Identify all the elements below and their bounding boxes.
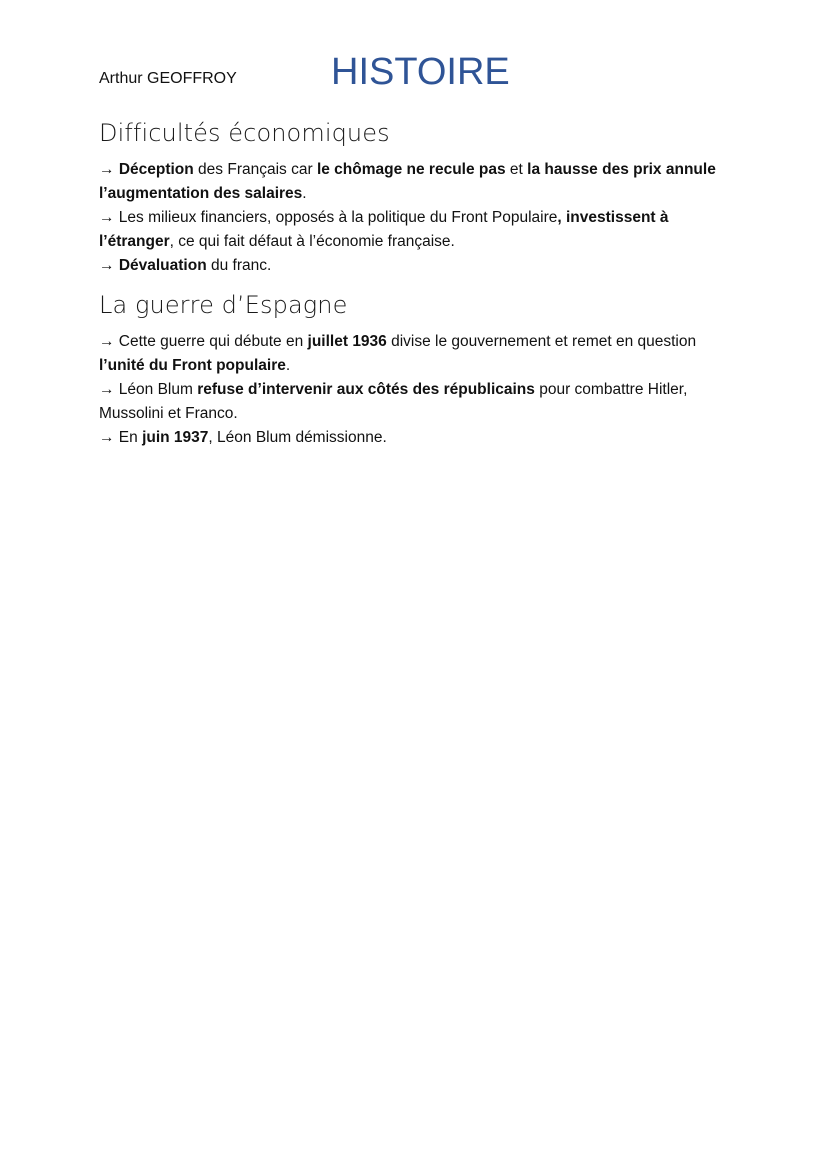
text-run: pour combattre Hitler, Mussolini et Franco. (99, 381, 688, 422)
section-spanish-war (99, 288, 739, 450)
text-run: → Cette guerre qui débute en (99, 333, 308, 350)
bold-run: refuse d’intervenir aux côtés des républicains (197, 381, 535, 398)
subject-title: HISTOIRE (331, 51, 510, 93)
bold-run: juin 1937 (142, 429, 209, 446)
text-run: . (285, 357, 291, 374)
text-run: → En (99, 429, 143, 446)
text-run: . (302, 185, 307, 202)
bold-run: juillet 1936 (307, 333, 387, 350)
document-body (99, 116, 739, 460)
section-economic-difficulties (99, 116, 739, 278)
author-name: Arthur GEOFFROY (99, 70, 237, 87)
bold-run: le chômage ne recule pas (316, 161, 506, 178)
section-title: Difficultés économiques (99, 119, 390, 147)
text-run: , ce qui fait défaut à l’économie française. (169, 233, 455, 250)
text-run: des Français car (193, 161, 317, 178)
text-run: divise le gouvernement et remet en question (386, 333, 697, 350)
paragraph-deception (99, 158, 739, 206)
text-run: , Léon Blum démissionne. (208, 429, 387, 446)
section-title: La guerre d’Espagne (99, 291, 348, 319)
bold-run: la hausse des prix annule l’augmentation des salaires (99, 161, 716, 202)
text-run: → (99, 161, 119, 178)
paragraph-financial-circles (99, 206, 739, 254)
paragraph-war-begins (99, 330, 739, 378)
bold-run: l’unité du Front populaire (99, 357, 286, 374)
bold-run: , investissent à l’étranger (99, 209, 669, 250)
bold-run: Dévaluation (118, 257, 207, 274)
paragraph-devaluation (99, 254, 739, 278)
paragraph-blum-refuses (99, 378, 739, 426)
text-run: du franc. (206, 257, 272, 274)
paragraph-blum-resigns (99, 426, 739, 450)
text-run: → Les milieux financiers, opposés à la politique du Front Populaire (99, 209, 558, 226)
bold-run: Déception (118, 161, 194, 178)
text-run: et (505, 161, 528, 178)
text-run: → Léon Blum (99, 381, 198, 398)
document-header (99, 50, 739, 100)
text-run: → (99, 257, 119, 274)
